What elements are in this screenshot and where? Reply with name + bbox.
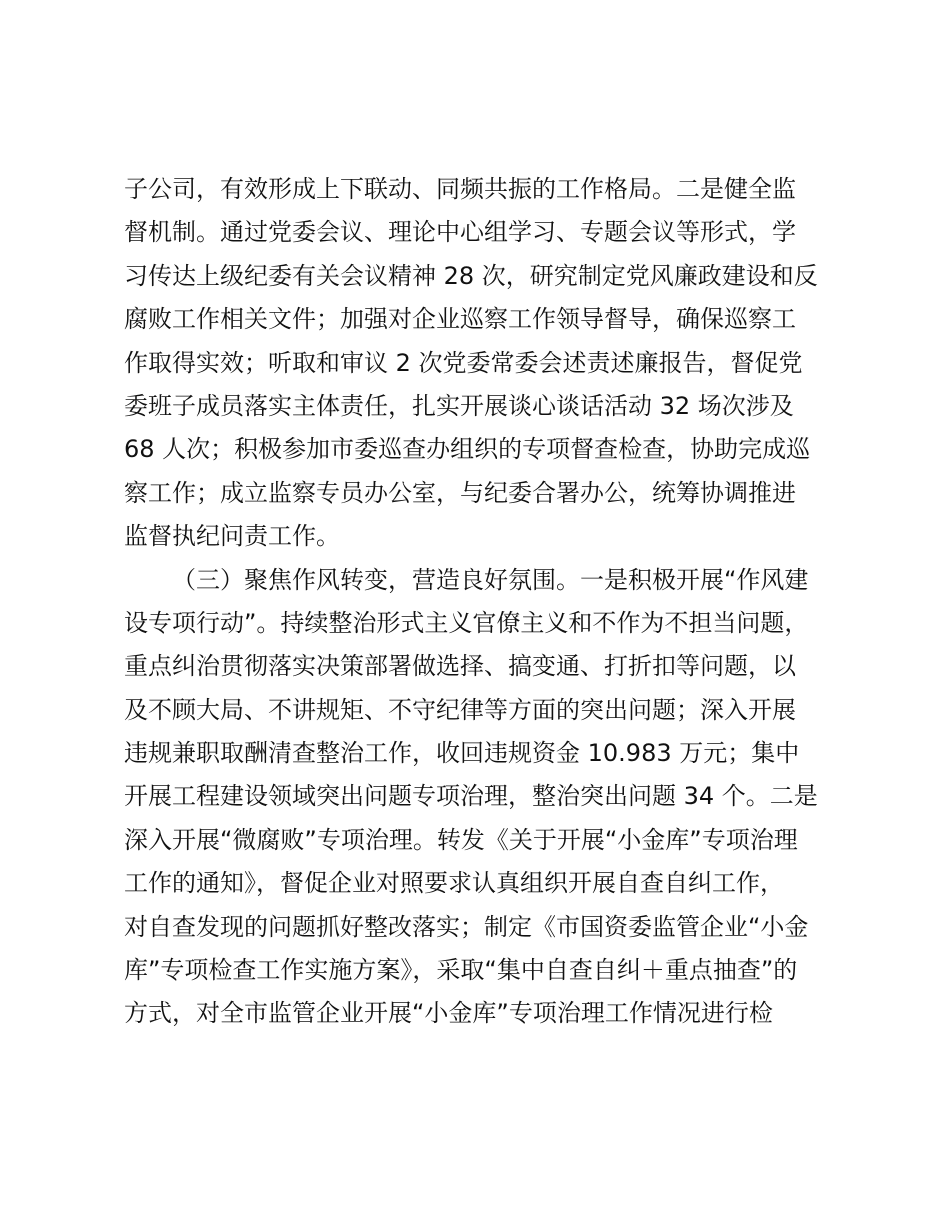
text-line: 对自查发现的问题抓好整改落实；制定《市国资委监管企业“小金 bbox=[124, 912, 809, 941]
text-line: 察工作；成立监察专员办公室，与纪委合署办公，统筹协调推进 bbox=[124, 478, 796, 507]
section-heading-line: （三）聚焦作风转变，营造良好氛围。一是积极开展“作风建 bbox=[172, 565, 809, 594]
text-line: 68 人次；积极参加市委巡查办组织的专项督查检查，协助完成巡 bbox=[124, 435, 811, 464]
text-line: 监督执纪问责工作。 bbox=[124, 522, 340, 551]
text-line: 违规兼职取酬清查整治工作，收回违规资金 10.983 万元；集中 bbox=[124, 739, 800, 768]
text-line: 作取得实效；听取和审议 2 次党委常委会述责述廉报告，督促党 bbox=[124, 348, 803, 377]
text-line: 深入开展“微腐败”专项治理。转发《关于开展“小金库”专项治理 bbox=[124, 825, 798, 854]
text-line: 督机制。通过党委会议、理论中心组学习、专题会议等形式，学 bbox=[124, 218, 796, 247]
text-line: 及不顾大局、不讲规矩、不守纪律等方面的突出问题；深入开展 bbox=[124, 695, 796, 724]
text-line: 腐败工作相关文件；加强对企业巡察工作领导督导，确保巡察工 bbox=[124, 305, 796, 334]
text-line: 方式，对全市监管企业开展“小金库”专项治理工作情况进行检 bbox=[124, 999, 773, 1028]
text-line: 开展工程建设领域突出问题专项治理，整治突出问题 34 个。二是 bbox=[124, 782, 818, 811]
text-line: 重点纠治贯彻落实决策部署做选择、搞变通、打折扣等问题，以 bbox=[124, 652, 796, 681]
text-line: 工作的通知》，督促企业对照要求认真组织开展自查自纠工作， bbox=[124, 869, 784, 898]
text-line: 子公司，有效形成上下联动、同频共振的工作格局。二是健全监 bbox=[124, 175, 796, 203]
body-text bbox=[124, 168, 838, 1036]
text-line: 习传达上级纪委有关会议精神 28 次，研究制定党风廉政建设和反 bbox=[124, 261, 818, 290]
text-line: 设专项行动”。持续整治形式主义官僚主义和不作为不担当问题， bbox=[124, 608, 809, 637]
text-line: 库”专项检查工作实施方案》，采取“集中自查自纠＋重点抽查”的 bbox=[124, 956, 798, 985]
text-line: 委班子成员落实主体责任，扎实开展谈心谈话活动 32 场次涉及 bbox=[124, 391, 794, 420]
